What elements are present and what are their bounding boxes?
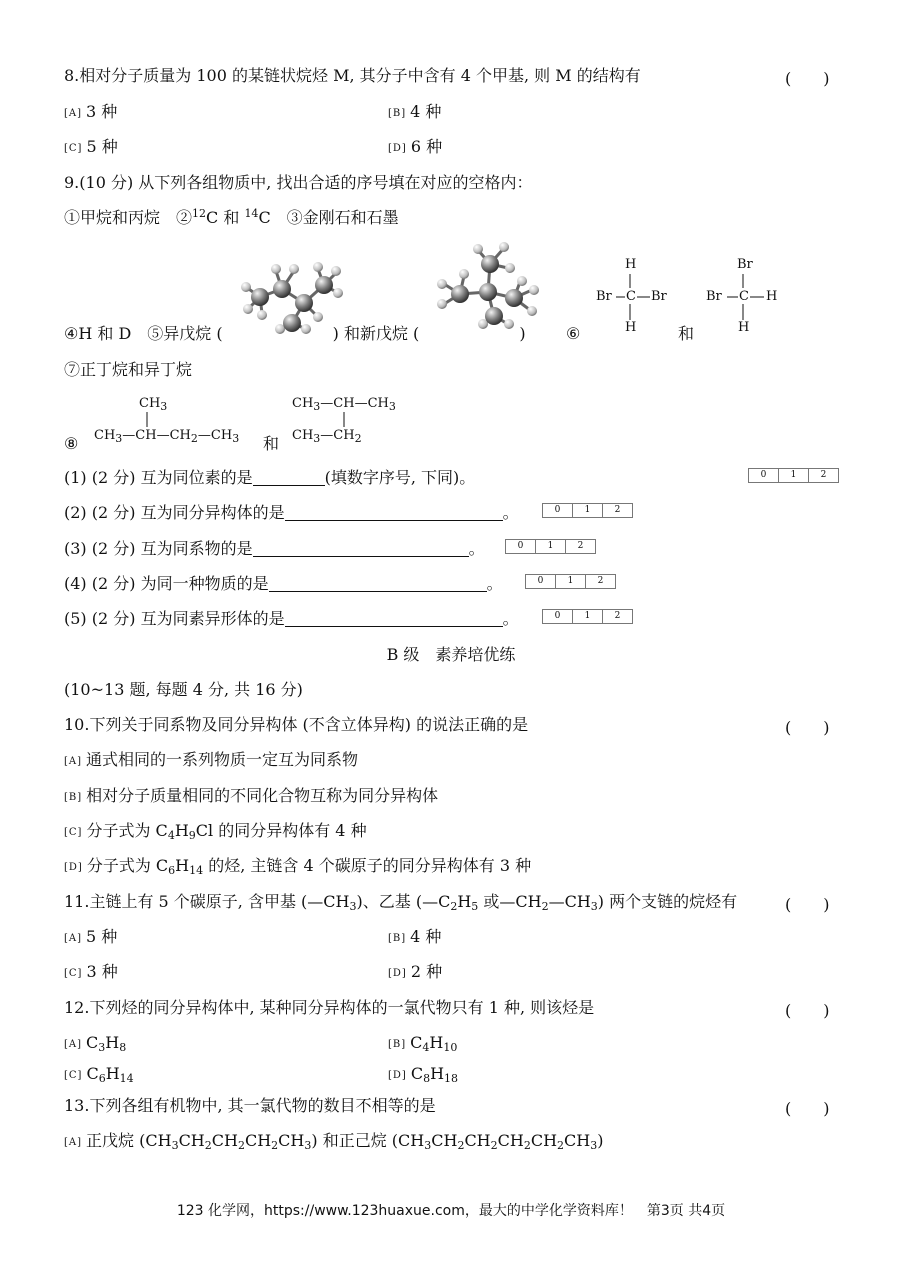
q8-option-b[interactable] <box>388 102 441 124</box>
score-2[interactable]: 2 <box>614 611 621 621</box>
option-tag: [D] <box>388 143 407 154</box>
q10-answer-paren[interactable]: ( ) <box>785 718 830 737</box>
q9-sub-4 <box>64 574 503 594</box>
atom-label: C <box>739 289 749 304</box>
answer-blank[interactable] <box>253 469 325 486</box>
answer-blank[interactable] <box>285 504 503 521</box>
q10-option-d[interactable]: [D] 分子式为 $C_6H_{14}$ 的烃, 主链含 4 个碳原子的同分异构体有 3 种 <box>64 856 532 877</box>
section-title: B 级 素养培优练 <box>386 645 516 664</box>
option-tag: [C] <box>64 1070 83 1081</box>
atom-label: Br <box>651 289 667 304</box>
item-text: ) <box>519 324 526 343</box>
score-2[interactable]: 2 <box>820 470 827 480</box>
option-tag: [A] <box>64 756 83 767</box>
option-tag: [A] <box>64 108 83 119</box>
item-text: C 和 <box>206 208 245 227</box>
score-box-3[interactable] <box>505 539 596 554</box>
option-tag: [A] <box>64 933 83 944</box>
isopentane-ball-stick-model <box>232 255 344 335</box>
option-text: 相对分子质量相同的不同化合物互称为同分异构体 <box>86 786 439 805</box>
option-text: 5 种 <box>86 927 118 946</box>
score-box-1[interactable] <box>748 468 839 483</box>
option-tag: [B] <box>388 933 407 944</box>
sub-question-tail: 。 <box>502 503 519 522</box>
q9-item-7: ⑦正丁烷和异丁烷 <box>64 360 193 379</box>
score-box-2[interactable] <box>542 503 633 518</box>
q13-answer-paren[interactable]: ( ) <box>785 1099 830 1118</box>
q8-option-a[interactable] <box>64 102 117 124</box>
sub-question-text: (5) (2 分) 互为同素异形体的是 <box>64 609 285 628</box>
score-0[interactable]: 0 <box>506 540 536 553</box>
sub-question-tail: (填数字序号, 下同)。 <box>324 468 476 487</box>
score-0[interactable]: 0 <box>543 504 573 517</box>
q9-items-1-3 <box>64 208 399 228</box>
branch-group: $CH_3$ <box>139 396 168 413</box>
main-chain: $CH_3—CH—CH_2—CH_3$ <box>94 428 240 445</box>
q11-option-b[interactable] <box>388 927 441 949</box>
q9-sub-3 <box>64 539 485 559</box>
score-0[interactable]: 0 <box>543 610 573 623</box>
q9-item-4-5 <box>64 324 526 344</box>
q12-option-b[interactable]: [B] $C_4H_{10}$ <box>388 1033 458 1054</box>
atom-label: H <box>625 320 637 335</box>
q11-option-a[interactable] <box>64 927 117 949</box>
q12-stem: 12.下列烃的同分异构体中, 某种同分异构体的一氯代物只有 1 种, 则该烃是 <box>64 998 595 1017</box>
atom-label: H <box>738 320 750 335</box>
item-text: ①甲烷和丙烷 ② <box>64 208 193 227</box>
q10-stem: 10.下列关于同系物及同分异构体 (不含立体异构) 的说法正确的是 <box>64 715 529 734</box>
sub-question-text: (1) (2 分) 互为同位素的是 <box>64 468 253 487</box>
q8-answer-paren[interactable]: ( ) <box>785 69 830 88</box>
option-tag: [C] <box>64 968 83 979</box>
q9-sub-1 <box>64 468 475 488</box>
bond-line <box>338 410 350 428</box>
score-2[interactable]: 2 <box>577 541 584 551</box>
q9-item-6-number: ⑥ <box>566 324 581 343</box>
answer-blank[interactable] <box>253 540 469 557</box>
q10-option-a[interactable] <box>64 750 358 772</box>
sub-question-tail: 。 <box>486 574 503 593</box>
q10-option-b[interactable] <box>64 786 438 808</box>
option-tag: [D] <box>388 1070 407 1081</box>
option-tag: [C] <box>64 827 83 838</box>
atom-label: H <box>766 289 778 304</box>
bottom-chain: $CH_3—CH_2$ <box>292 428 362 445</box>
answer-blank[interactable] <box>269 575 487 592</box>
q13-stem: 13.下列各组有机物中, 其一氯代物的数目不相等的是 <box>64 1096 436 1115</box>
bond-lines <box>706 270 786 326</box>
q11-option-d[interactable] <box>388 962 442 984</box>
option-text: 4 种 <box>410 102 442 121</box>
sub-question-text: (2) (2 分) 互为同分异构体的是 <box>64 503 285 522</box>
option-tag: [A] <box>64 1137 83 1148</box>
sub-question-text: (4) (2 分) 为同一种物质的是 <box>64 574 269 593</box>
option-text: 通式相同的一系列物质一定互为同系物 <box>86 750 359 769</box>
score-2[interactable]: 2 <box>614 505 621 515</box>
q8-stem: 8.相对分子质量为 100 的某链状烷烃 M, 其分子中含有 4 个甲基, 则 M 的结构有 <box>64 66 641 85</box>
option-tag: [B] <box>388 108 407 119</box>
score-0[interactable]: 0 <box>526 575 556 588</box>
q9-item-8-and: 和 <box>263 434 280 453</box>
score-2[interactable]: 2 <box>597 576 604 586</box>
q9-sub-2 <box>64 503 519 523</box>
sub-question-tail: 。 <box>468 539 485 558</box>
score-1[interactable]: 1 <box>779 469 809 482</box>
q12-answer-paren[interactable]: ( ) <box>785 1001 830 1020</box>
score-1[interactable]: 1 <box>573 610 603 623</box>
score-box-4[interactable] <box>525 574 616 589</box>
q8-option-d[interactable] <box>388 137 442 159</box>
q13-option-a[interactable]: [A] 正戊烷 $(CH_3CH_2CH_2CH_2CH_3)$ 和正己烷 $(CH_3CH_2CH_2CH_2CH_2CH_3)$ <box>64 1131 604 1152</box>
option-text: 6 种 <box>410 137 443 156</box>
q11-option-c[interactable] <box>64 962 118 984</box>
q12-option-a[interactable]: [A] $C_3H_8$ <box>64 1033 127 1054</box>
score-1[interactable]: 1 <box>573 504 603 517</box>
q10-option-c[interactable]: [C] 分子式为 $C_4H_9Cl$ 的同分异构体有 4 种 <box>64 821 367 842</box>
q11-answer-paren[interactable]: ( ) <box>785 895 830 914</box>
neopentane-ball-stick-model <box>430 240 542 330</box>
atom-label: Br <box>596 289 612 304</box>
option-text: 5 种 <box>86 137 118 156</box>
answer-blank[interactable] <box>285 610 503 627</box>
option-tag: [C] <box>64 143 83 154</box>
option-text: 3 种 <box>86 102 118 121</box>
option-tag: [D] <box>388 968 407 979</box>
score-0[interactable]: 0 <box>749 469 779 482</box>
option-text: 2 种 <box>410 962 443 981</box>
sub-question-text: (3) (2 分) 互为同系物的是 <box>64 539 253 558</box>
option-tag: [B] <box>64 792 83 803</box>
q9-item-8-number: ⑧ <box>64 434 79 453</box>
page-footer: 123 化学网，https://www.123huaxue.com，最大的中学化学资料库！ 第3页 共4页 <box>176 1203 726 1219</box>
top-chain: $CH_3—CH—CH_3$ <box>292 396 396 413</box>
mass-number: 14 <box>244 207 259 220</box>
q9-item-6-and: 和 <box>678 324 695 343</box>
item-text: ) 和新戊烷 ( <box>332 324 420 343</box>
section-note: (10~13 题, 每题 4 分, 共 16 分) <box>64 680 303 699</box>
score-box-5[interactable] <box>542 609 633 624</box>
score-1[interactable]: 1 <box>536 540 566 553</box>
mass-number: 12 <box>192 207 207 220</box>
item-text: C ③金刚石和石墨 <box>258 208 399 227</box>
bond-line <box>140 410 152 428</box>
atom-label: C <box>626 289 636 304</box>
option-tag: [B] <box>388 1039 407 1050</box>
option-text: 3 种 <box>86 962 118 981</box>
option-tag: [A] <box>64 1039 83 1050</box>
sub-question-tail: 。 <box>502 609 519 628</box>
item-text: ④H 和 D ⑤异戊烷 ( <box>64 324 223 343</box>
option-text: 4 种 <box>410 927 442 946</box>
atom-label: Br <box>706 289 722 304</box>
bond-lines <box>596 270 676 326</box>
q9-stem: 9.(10 分) 从下列各组物质中, 找出合适的序号填在对应的空格内： <box>64 173 533 192</box>
q12-option-c[interactable]: [C] $C_6H_{14}$ <box>64 1064 134 1085</box>
score-1[interactable]: 1 <box>556 575 586 588</box>
atom-label: H <box>625 257 637 272</box>
atom-label: Br <box>737 257 753 272</box>
q9-sub-5 <box>64 609 519 629</box>
option-tag: [D] <box>64 862 83 873</box>
q12-option-d[interactable]: [D] $C_8H_{18}$ <box>388 1064 459 1085</box>
q11-stem: 11.主链上有 5 个碳原子, 含甲基 $(—CH_3)$、乙基 ($—C_2H_5$ 或$—CH_2—CH_3$) 两个支链的烷烃有 <box>64 892 738 913</box>
q8-option-c[interactable] <box>64 137 118 159</box>
